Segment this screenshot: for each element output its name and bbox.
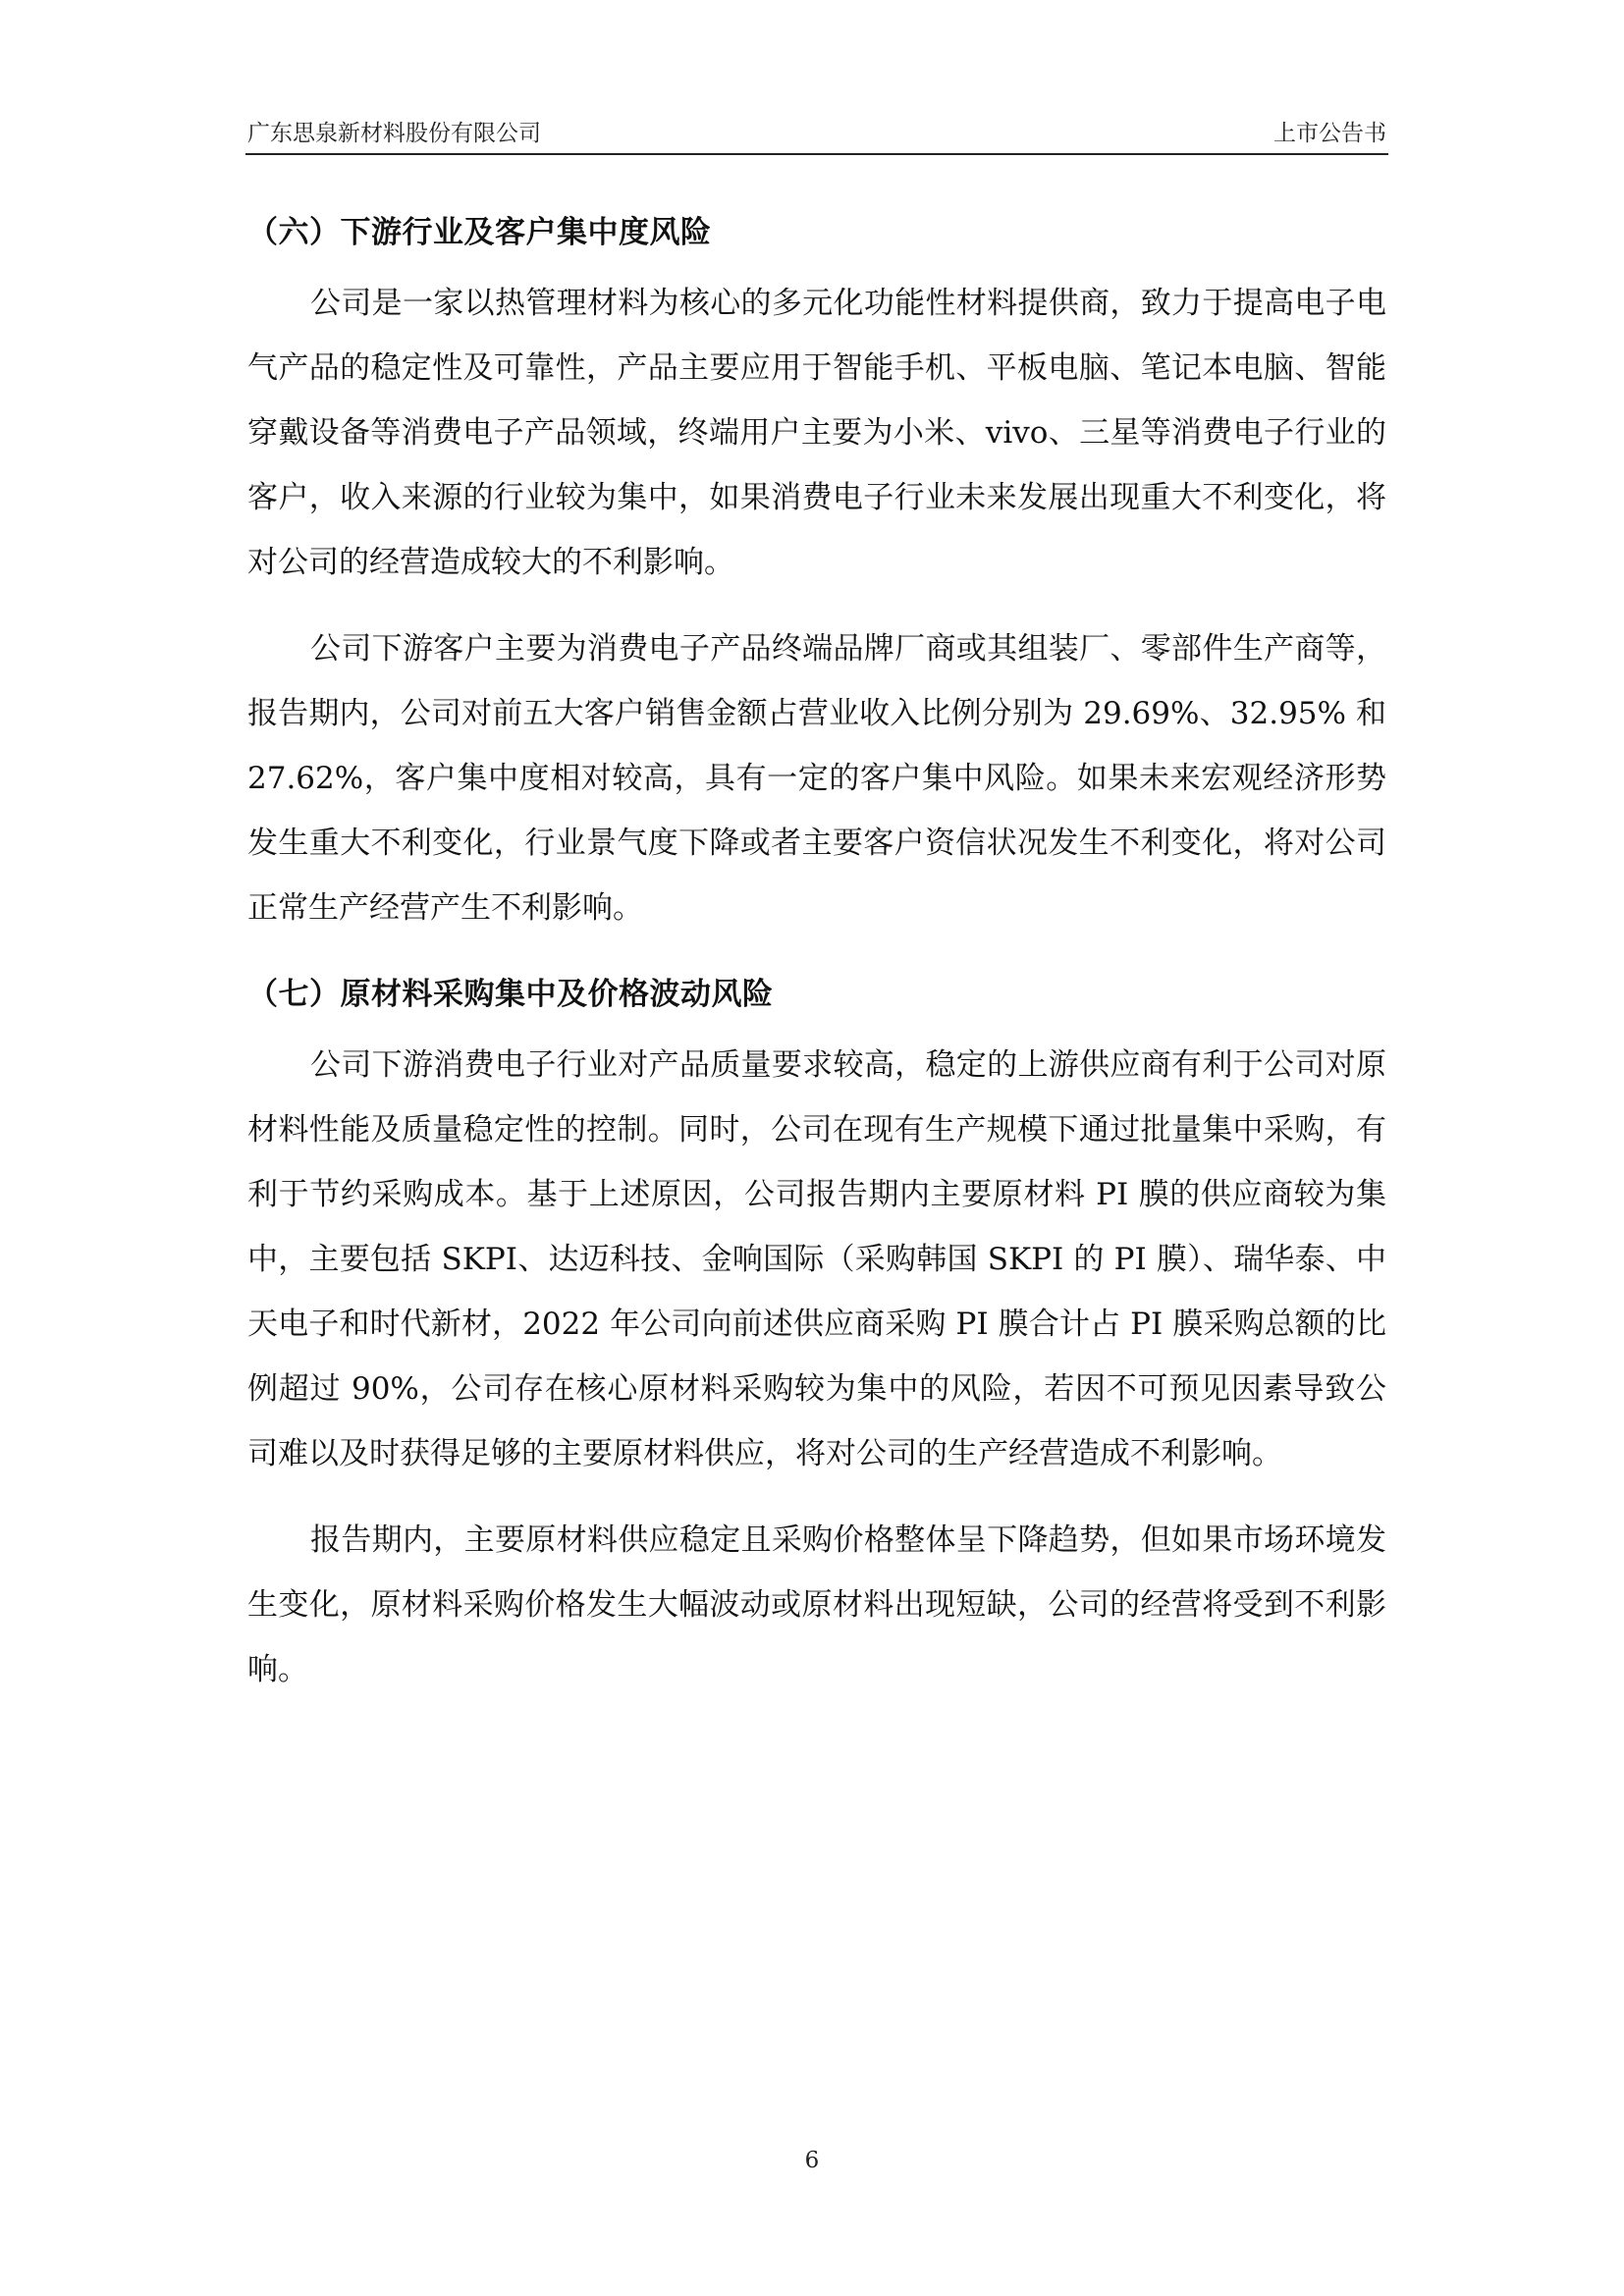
page-header (245, 114, 1388, 155)
document-type: 上市公告书 (1273, 121, 1386, 146)
page-number: 6 (804, 2148, 820, 2173)
paragraph: 公司下游消费电子行业对产品质量要求较高，稳定的上游供应商有利于公司对原材料性能及质量稳定性的控制。同时，公司在现有生产规模下通过批量集中采购，有利于节约采购成本。基于上述原因，公司报告期内主要原材料 PI 膜的供应商较为集中，主要包括 SKPI、达迈科技、金响国际（采购韩国 SKPI 的 PI 膜）、瑞华泰、中天电子和时代新材，2022 年公司向前述供应商采购 PI 膜合计占 PI 膜采购总额的比例超过 90%，公司存在核心原材料采购较为集中的风险，若因不可预见因素导致公司难以及时获得足够的主要原材料供应，将对公司的生产经营造成不利影响。 (247, 1047, 1386, 1471)
section-raw-material-risk (247, 962, 1386, 1702)
paragraph: 报告期内，主要原材料供应稳定且采购价格整体呈下降趋势，但如果市场环境发生变化，原材料采购价格发生大幅波动或原材料出现短缺，公司的经营将受到不利影响。 (247, 1522, 1386, 1687)
document-body (247, 200, 1386, 1724)
section-downstream-risk (247, 200, 1386, 940)
section-title: （六）下游行业及客户集中度风险 (247, 215, 712, 250)
paragraph: 公司下游客户主要为消费电子产品终端品牌厂商或其组装厂、零部件生产商等，报告期内，公司对前五大客户销售金额占营业收入比例分别为 29.69%、32.95% 和 27.62%，客户集中度相对较高，具有一定的客户集中风险。如果未来宏观经济形势发生重大不利变化，行业景气度下降或者主要客户资信状况发生不利变化，将对公司正常生产经营产生不利影响。 (247, 631, 1386, 926)
company-name: 广东思泉新材料股份有限公司 (247, 121, 541, 146)
paragraph: 公司是一家以热管理材料为核心的多元化功能性材料提供商，致力于提高电子电气产品的稳定性及可靠性，产品主要应用于智能手机、平板电脑、笔记本电脑、智能穿戴设备等消费电子产品领域，终端用户主要为小米、vivo、三星等消费电子行业的客户，收入来源的行业较为集中，如果消费电子行业未来发展出现重大不利变化，将对公司的经营造成较大的不利影响。 (247, 286, 1386, 580)
section-title: （七）原材料采购集中及价格波动风险 (247, 977, 774, 1012)
